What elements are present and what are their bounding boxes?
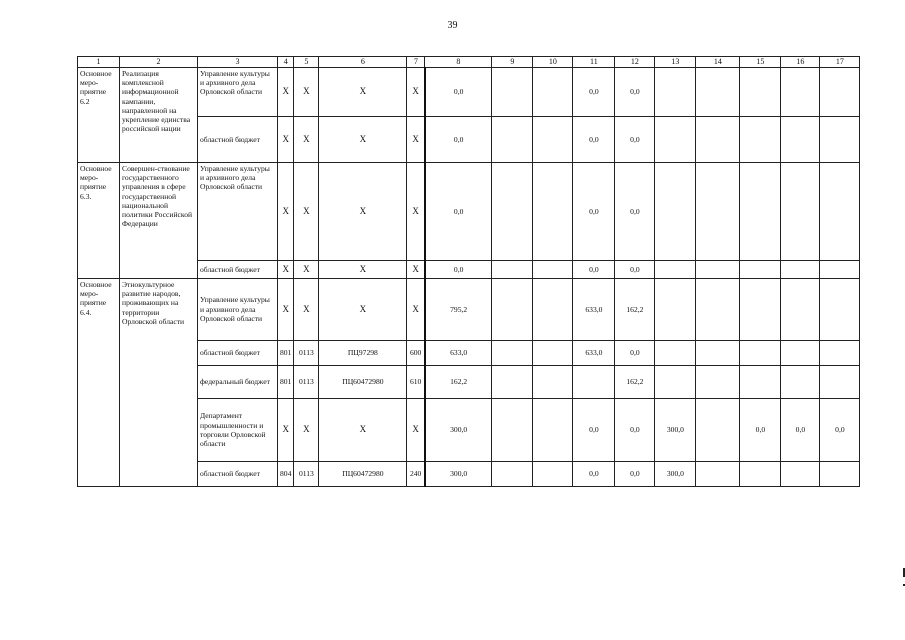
cell — [492, 162, 533, 260]
column-header: 2 — [120, 57, 198, 68]
measure-title: Этнокультурное развитие народов, проживающих на территории Орловской области — [120, 278, 198, 486]
cell-csr: Х — [319, 398, 407, 461]
table-row — [78, 162, 860, 260]
cell — [533, 461, 573, 486]
column-header: 12 — [615, 57, 655, 68]
cell — [820, 67, 860, 116]
cell-vr: Х — [407, 67, 425, 116]
executor: Управление культуры и архивного дела Орловской области — [198, 278, 278, 340]
column-header: 3 — [198, 57, 278, 68]
cell-rzpr: Х — [294, 278, 319, 340]
measure-code: Основное меро-приятие 6.4. — [78, 278, 120, 486]
cell — [533, 162, 573, 260]
cell-csr: Х — [319, 278, 407, 340]
cell — [820, 340, 860, 365]
cell-rzpr: Х — [294, 67, 319, 116]
cell — [696, 260, 740, 278]
cell-rzpr: 0113 — [294, 365, 319, 398]
budget-source: областной бюджет — [198, 116, 278, 162]
cell: 0,0 — [615, 67, 655, 116]
page-number: 39 — [447, 20, 458, 31]
cell-rzpr: Х — [294, 116, 319, 162]
cell-csr: Х — [319, 67, 407, 116]
executor: Департамент промышленности и торговли Орловской области — [198, 398, 278, 461]
cell-grbs: 801 — [278, 365, 294, 398]
measure-title: Реализация комплексной информационной кампании, направленной на укрепление единства российской нации — [120, 67, 198, 162]
column-header: 4 — [278, 57, 294, 68]
cell-vr: Х — [407, 398, 425, 461]
cell-grbs: 804 — [278, 461, 294, 486]
cell — [820, 116, 860, 162]
column-header: 17 — [820, 57, 860, 68]
cell — [696, 162, 740, 260]
cell-grbs: Х — [278, 67, 294, 116]
budget-source: областной бюджет — [198, 340, 278, 365]
cell-rzpr: 0113 — [294, 461, 319, 486]
cell — [740, 162, 781, 260]
cell: 0,0 — [781, 398, 820, 461]
header-row — [78, 57, 860, 68]
cell — [820, 461, 860, 486]
column-header: 1 — [78, 57, 120, 68]
cell — [655, 365, 696, 398]
cell-vr: 610 — [407, 365, 425, 398]
cell — [781, 260, 820, 278]
cell — [740, 116, 781, 162]
budget-source: областной бюджет — [198, 260, 278, 278]
cell — [740, 260, 781, 278]
column-header: 11 — [573, 57, 615, 68]
cell: 633,0 — [573, 340, 615, 365]
cell-vr: Х — [407, 260, 425, 278]
cell — [655, 260, 696, 278]
cell: 300,0 — [655, 461, 696, 486]
column-header: 13 — [655, 57, 696, 68]
cell: 300,0 — [655, 398, 696, 461]
cell — [781, 461, 820, 486]
cell — [492, 67, 533, 116]
cell-vr: 240 — [407, 461, 425, 486]
cell: 0,0 — [573, 67, 615, 116]
cell — [696, 398, 740, 461]
cell — [740, 365, 781, 398]
cell — [781, 340, 820, 365]
cell — [696, 461, 740, 486]
cell: 633,0 — [573, 278, 615, 340]
cell-grbs: 801 — [278, 340, 294, 365]
cell-grbs: Х — [278, 116, 294, 162]
cell — [492, 278, 533, 340]
cell — [820, 365, 860, 398]
cell — [492, 398, 533, 461]
budget-source: областной бюджет — [198, 461, 278, 486]
cell: 0,0 — [615, 116, 655, 162]
column-header: 10 — [533, 57, 573, 68]
column-header: 15 — [740, 57, 781, 68]
cell — [781, 365, 820, 398]
cell — [655, 278, 696, 340]
cell — [533, 278, 573, 340]
cell-total: 633,0 — [425, 340, 492, 365]
cell-rzpr: Х — [294, 398, 319, 461]
column-header: 16 — [781, 57, 820, 68]
table-row — [78, 278, 860, 340]
cell: 0,0 — [573, 398, 615, 461]
cell: 0,0 — [573, 461, 615, 486]
cell: 0,0 — [573, 260, 615, 278]
cell-total: 0,0 — [425, 67, 492, 116]
cell — [492, 116, 533, 162]
cell: 0,0 — [615, 461, 655, 486]
cell-rzpr: Х — [294, 260, 319, 278]
cell-csr: Х — [319, 116, 407, 162]
cell-csr: ПЦ60472980 — [319, 365, 407, 398]
column-header: 8 — [425, 57, 492, 68]
cell-rzpr: Х — [294, 162, 319, 260]
cell — [492, 461, 533, 486]
cell-total: 0,0 — [425, 116, 492, 162]
cell-csr: Х — [319, 260, 407, 278]
cell — [533, 398, 573, 461]
column-header: 7 — [407, 57, 425, 68]
cell-grbs: Х — [278, 398, 294, 461]
cell — [781, 116, 820, 162]
cell — [655, 162, 696, 260]
cell — [533, 260, 573, 278]
cell-grbs: Х — [278, 260, 294, 278]
cell: 0,0 — [740, 398, 781, 461]
cell — [533, 67, 573, 116]
cell — [533, 116, 573, 162]
cell — [655, 116, 696, 162]
cell — [533, 365, 573, 398]
cell-total: 162,2 — [425, 365, 492, 398]
cell — [492, 260, 533, 278]
cell — [696, 340, 740, 365]
table-row — [78, 67, 860, 116]
cell-csr: ПЦ97298 — [319, 340, 407, 365]
cell — [696, 67, 740, 116]
measure-code: Основное меро-приятие 6.2 — [78, 67, 120, 162]
cell — [820, 278, 860, 340]
cell — [573, 365, 615, 398]
cell-total: 795,2 — [425, 278, 492, 340]
cell-total: 300,0 — [425, 461, 492, 486]
budget-source: федеральный бюджет — [198, 365, 278, 398]
budget-table — [77, 56, 860, 487]
cell: 0,0 — [820, 398, 860, 461]
cell-total: 0,0 — [425, 162, 492, 260]
cell-csr: ПЦ60472980 — [319, 461, 407, 486]
cell — [740, 340, 781, 365]
cell-csr: Х — [319, 162, 407, 260]
cell-vr: 600 — [407, 340, 425, 365]
cell — [781, 278, 820, 340]
column-header: 9 — [492, 57, 533, 68]
cell: 162,2 — [615, 365, 655, 398]
executor: Управление культуры и архивного дела Орловской области — [198, 162, 278, 260]
cell: 0,0 — [615, 162, 655, 260]
cell — [655, 340, 696, 365]
measure-title: Совершен-ствование государственного управления в сфере государственной национальной политики Российской Федерации — [120, 162, 198, 278]
column-header: 5 — [294, 57, 319, 68]
executor: Управление культуры и архивного дела Орловской области — [198, 67, 278, 116]
cell: 0,0 — [573, 162, 615, 260]
measure-code: Основное меро-приятие 6.3. — [78, 162, 120, 278]
column-header: 14 — [696, 57, 740, 68]
cell-vr: Х — [407, 116, 425, 162]
cell: 0,0 — [615, 260, 655, 278]
cell — [655, 67, 696, 116]
cell-total: 300,0 — [425, 398, 492, 461]
cell — [492, 365, 533, 398]
cell — [740, 278, 781, 340]
cell — [740, 461, 781, 486]
cell-vr: Х — [407, 278, 425, 340]
column-header: 6 — [319, 57, 407, 68]
cell — [492, 340, 533, 365]
cell — [696, 116, 740, 162]
cell: 0,0 — [615, 398, 655, 461]
cell — [781, 67, 820, 116]
cell-grbs: Х — [278, 278, 294, 340]
cell — [533, 340, 573, 365]
cell — [696, 278, 740, 340]
cell-vr: Х — [407, 162, 425, 260]
cell: 0,0 — [615, 340, 655, 365]
cell: 0,0 — [573, 116, 615, 162]
cell — [820, 162, 860, 260]
cell-rzpr: 0113 — [294, 340, 319, 365]
cell — [820, 260, 860, 278]
cell — [781, 162, 820, 260]
cell — [696, 365, 740, 398]
cell-total: 0,0 — [425, 260, 492, 278]
cell-grbs: Х — [278, 162, 294, 260]
cell — [740, 67, 781, 116]
cell: 162,2 — [615, 278, 655, 340]
